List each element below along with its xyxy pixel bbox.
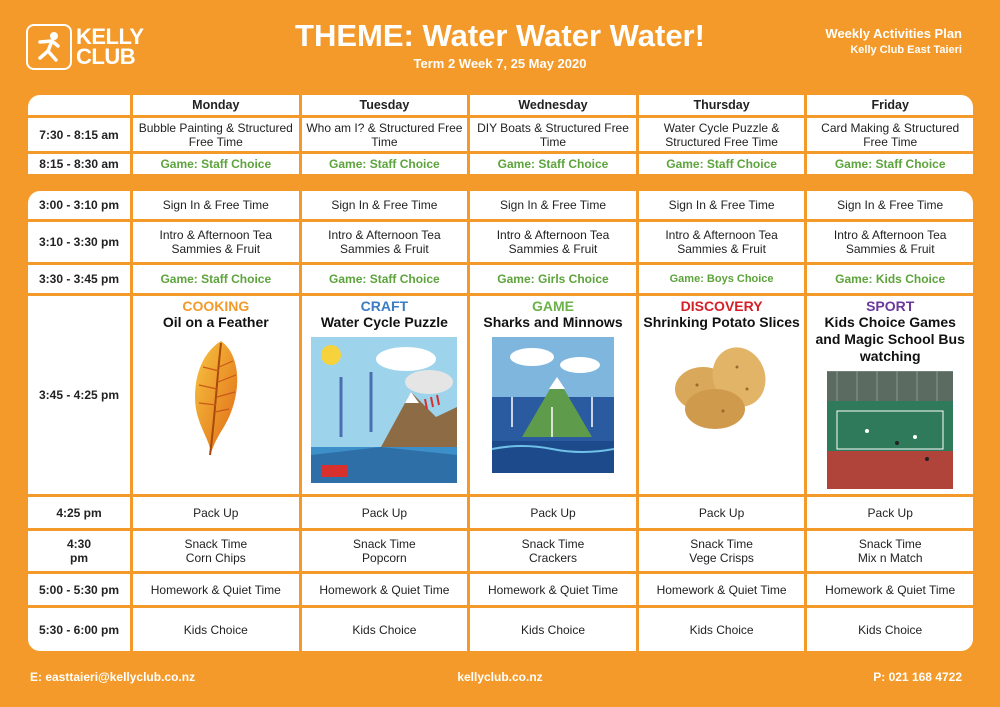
day-header-wednesday: Wednesday — [470, 95, 636, 115]
schedule-cell: Snack Time Corn Chips — [133, 531, 299, 571]
activity-title: Sharks and Minnows — [483, 314, 623, 330]
game-cell: Game: Girls Choice — [470, 265, 636, 293]
day-header-monday: Monday — [133, 95, 299, 115]
footer-email[interactable]: E: easttaieri@kellyclub.co.nz — [30, 670, 196, 684]
activity-title: Water Cycle Puzzle — [320, 314, 448, 330]
club-name: Kelly Club East Taieri — [850, 44, 962, 56]
schedule-cell: Sign In & Free Time — [807, 191, 973, 219]
activity-cell-wednesday — [470, 296, 636, 494]
schedule-cell: Card Making & Structured Free Time — [807, 118, 973, 151]
game-cell: Game: Staff Choice — [639, 154, 805, 174]
schedule-cell: Pack Up — [133, 497, 299, 528]
schedule-cell: Pack Up — [807, 497, 973, 528]
schedule-cell: Sign In & Free Time — [302, 191, 468, 219]
game-cell: Game: Staff Choice — [302, 154, 468, 174]
corner-cell — [28, 95, 130, 115]
schedule-cell: Kids Choice — [470, 608, 636, 651]
time-cell: 8:15 - 8:30 am — [28, 154, 130, 174]
theme-title: THEME: Water Water Water! — [295, 18, 705, 53]
schedule-cell: Kids Choice — [639, 608, 805, 651]
schedule-cell: Homework & Quiet Time — [133, 574, 299, 605]
game-cell: Game: Staff Choice — [133, 154, 299, 174]
schedule-cell: Intro & Afternoon Tea Sammies & Fruit — [302, 222, 468, 262]
schedule-cell: Intro & Afternoon Tea Sammies & Fruit — [133, 222, 299, 262]
schedule-cell: Kids Choice — [302, 608, 468, 651]
feather-image — [181, 337, 251, 460]
schedule-cell: Snack Time Mix n Match — [807, 531, 973, 571]
time-cell: 4:30 pm — [28, 531, 130, 571]
schedule-cell: Pack Up — [302, 497, 468, 528]
game-cell: Game: Staff Choice — [133, 265, 299, 293]
schedule-cell: Kids Choice — [133, 608, 299, 651]
logo-line-1: KELLY — [76, 24, 144, 49]
activity-category: GAME — [531, 298, 574, 314]
schedule-cell: Intro & Afternoon Tea Sammies & Fruit — [639, 222, 805, 262]
schedule-cell: Who am I? & Structured Free Time — [302, 118, 468, 151]
schedule-cell: DIY Boats & Structured Free Time — [470, 118, 636, 151]
schedule-cell: Homework & Quiet Time — [302, 574, 468, 605]
schedule-cell: Homework & Quiet Time — [470, 574, 636, 605]
schedule-cell: Kids Choice — [807, 608, 973, 651]
game-cell: Game: Staff Choice — [470, 154, 636, 174]
water-cycle-poster-image — [492, 337, 614, 476]
term-subtitle: Term 2 Week 7, 25 May 2020 — [413, 56, 587, 71]
time-cell: 3:30 - 3:45 pm — [28, 265, 130, 293]
activity-category: DISCOVERY — [680, 298, 763, 314]
time-cell: 7:30 - 8:15 am — [28, 118, 130, 151]
day-header-tuesday: Tuesday — [302, 95, 468, 115]
time-cell: 4:25 pm — [28, 497, 130, 528]
activity-category: SPORT — [866, 298, 915, 314]
game-cell: Game: Staff Choice — [807, 154, 973, 174]
activity-title: Oil on a Feather — [162, 314, 269, 330]
schedule-cell: Sign In & Free Time — [470, 191, 636, 219]
day-header-thursday: Thursday — [639, 95, 805, 115]
activity-cell-thursday — [639, 296, 805, 494]
schedule-cell: Snack Time Crackers — [470, 531, 636, 571]
potatoes-image — [667, 337, 777, 440]
activity-category: CRAFT — [360, 298, 409, 314]
time-cell: 3:00 - 3:10 pm — [28, 191, 130, 219]
schedule-cell: Bubble Painting & Structured Free Time — [133, 118, 299, 151]
time-cell: 3:10 - 3:30 pm — [28, 222, 130, 262]
schedule-cell: Intro & Afternoon Tea Sammies & Fruit — [470, 222, 636, 262]
sports-court-image — [827, 371, 953, 492]
running-figure-icon — [26, 24, 72, 70]
schedule-cell: Sign In & Free Time — [133, 191, 299, 219]
schedule-cell: Snack Time Popcorn — [302, 531, 468, 571]
activity-title: Shrinking Potato Slices — [643, 314, 800, 330]
activity-category: COOKING — [182, 298, 250, 314]
activity-cell-monday — [133, 296, 299, 494]
logo-line-2: CLUB — [76, 44, 136, 69]
water-cycle-diagram-image — [311, 337, 457, 486]
activity-cell-friday — [807, 296, 973, 494]
footer-phone: P: 021 168 4722 — [873, 670, 962, 684]
schedule-cell: Water Cycle Puzzle & Structured Free Time — [639, 118, 805, 151]
activity-cell-tuesday — [302, 296, 468, 494]
footer-website[interactable]: kellyclub.co.nz — [457, 670, 543, 684]
schedule-cell: Pack Up — [639, 497, 805, 528]
game-cell: Game: Boys Choice — [639, 265, 805, 293]
plan-heading — [825, 26, 962, 56]
game-cell: Game: Staff Choice — [302, 265, 468, 293]
plan-label: Weekly Activities Plan — [825, 26, 962, 41]
schedule-cell: Homework & Quiet Time — [639, 574, 805, 605]
schedule-cell: Sign In & Free Time — [639, 191, 805, 219]
morning-schedule — [28, 95, 973, 174]
afternoon-schedule — [28, 191, 973, 651]
kelly-club-logo — [26, 24, 144, 70]
schedule-cell: Homework & Quiet Time — [807, 574, 973, 605]
day-header-friday: Friday — [807, 95, 973, 115]
time-cell: 5:00 - 5:30 pm — [28, 574, 130, 605]
time-cell: 5:30 - 6:00 pm — [28, 608, 130, 651]
activity-title: Kids Choice Games and Magic School Bus watching — [815, 314, 965, 364]
schedule-cell: Pack Up — [470, 497, 636, 528]
time-cell: 3:45 - 4:25 pm — [28, 296, 130, 494]
game-cell: Game: Kids Choice — [807, 265, 973, 293]
schedule-cell: Snack Time Vege Crisps — [639, 531, 805, 571]
schedule-cell: Intro & Afternoon Tea Sammies & Fruit — [807, 222, 973, 262]
